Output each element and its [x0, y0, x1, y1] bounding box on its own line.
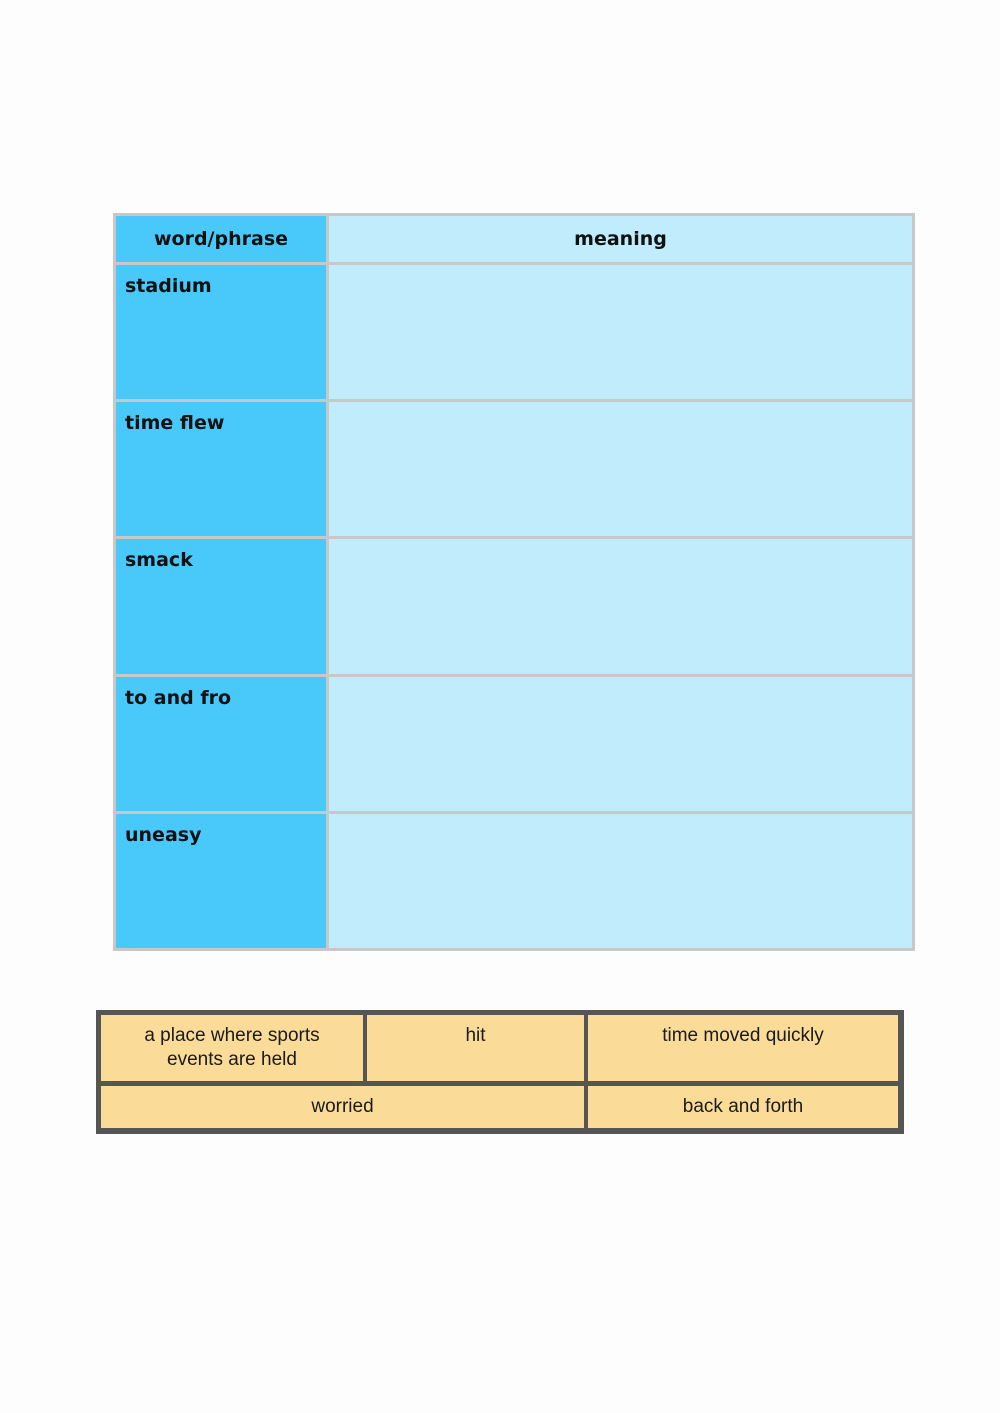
answer-tile-time-moved-quickly[interactable]: time moved quickly — [588, 1015, 898, 1081]
answer-bank-row — [101, 1015, 900, 1081]
word-cell-time-flew: time flew — [116, 402, 326, 536]
meaning-drop-zone-time-flew[interactable] — [329, 402, 912, 536]
answer-tile-worried[interactable]: worried — [101, 1086, 584, 1128]
header-meaning: meaning — [329, 216, 912, 262]
word-cell-uneasy: uneasy — [116, 814, 326, 948]
answer-tile-sports-place[interactable]: a place where sports events are held — [101, 1015, 363, 1081]
answer-bank — [96, 1010, 904, 1134]
meaning-drop-zone-to-and-fro[interactable] — [329, 677, 912, 811]
meaning-drop-zone-smack[interactable] — [329, 539, 912, 673]
answer-tile-hit[interactable]: hit — [367, 1015, 584, 1081]
meaning-drop-zone-stadium[interactable] — [329, 265, 912, 399]
vocabulary-table — [113, 213, 915, 951]
meaning-drop-zone-uneasy[interactable] — [329, 814, 912, 948]
word-cell-smack: smack — [116, 539, 326, 673]
header-word-phrase: word/phrase — [116, 216, 326, 262]
answer-tile-back-and-forth[interactable]: back and forth — [588, 1086, 898, 1128]
word-cell-to-and-fro: to and fro — [116, 677, 326, 811]
answer-bank-row — [101, 1086, 900, 1128]
word-cell-stadium: stadium — [116, 265, 326, 399]
